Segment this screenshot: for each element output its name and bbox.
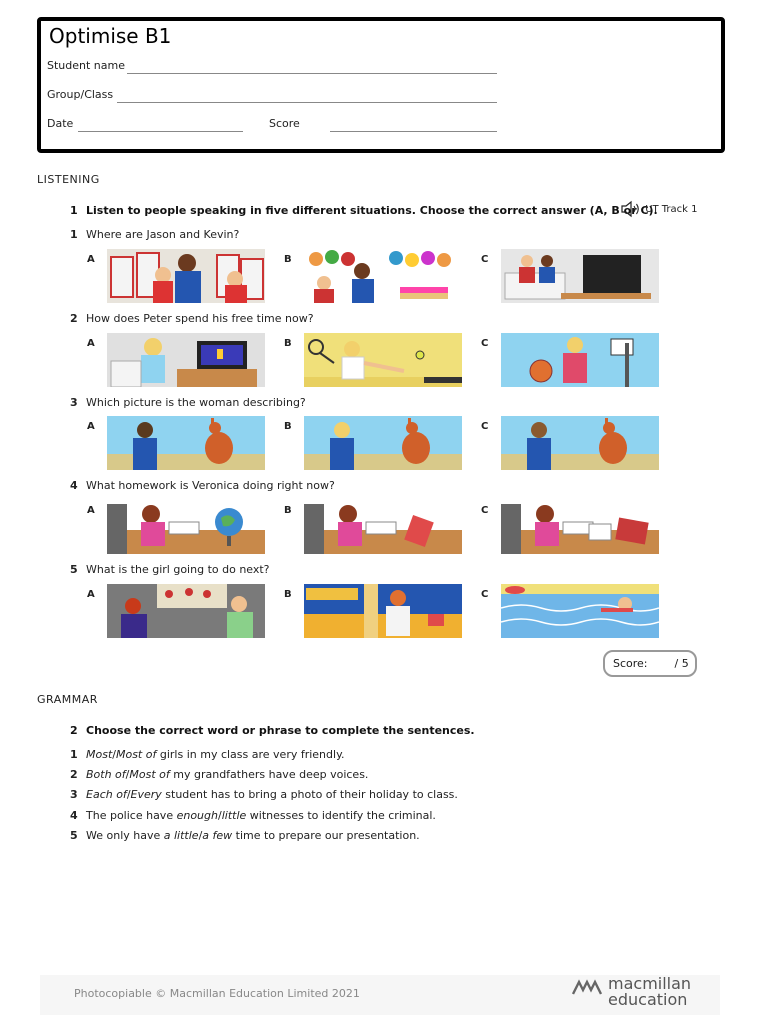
macmillan-logo	[572, 974, 692, 1009]
choice-b[interactable]: little	[221, 809, 247, 822]
option-letter-c: C	[481, 338, 489, 349]
q3-picture-b-kangaroo[interactable]	[304, 416, 462, 470]
listening-question-5: 5 What is the girl going to do next?	[70, 563, 270, 576]
score-box-label: Score:	[613, 657, 648, 670]
instruction-text: Listen to people speaking in five different situations. Choose the correct answer (A, B or C).	[86, 204, 658, 217]
listening-instruction	[70, 204, 658, 217]
score-label: Score	[269, 117, 300, 130]
listening-question-4: 4 What homework is Veronica doing right now?	[70, 479, 335, 492]
option-letter-b: B	[284, 421, 292, 432]
grammar-item-5: 5 We only have a little/a few time to prepare our presentation.	[70, 829, 420, 842]
option-letter-c: C	[481, 421, 489, 432]
group-class-label: Group/Class	[47, 88, 114, 101]
q1-picture-a-stadium-crowd[interactable]	[107, 249, 265, 303]
option-letter-c: C	[481, 589, 489, 600]
q4-picture-b-calculator[interactable]	[304, 500, 462, 554]
q2-picture-b-tennis[interactable]	[304, 333, 462, 387]
document-title: Optimise B1	[49, 24, 172, 48]
choice-b[interactable]: a few	[202, 829, 233, 842]
student-info-box	[37, 17, 725, 153]
option-letter-b: B	[284, 505, 292, 516]
student-name-label: Student name	[47, 59, 125, 72]
q2-picture-c-basketball[interactable]	[501, 333, 659, 387]
listening-section-label: LISTENING	[37, 173, 100, 186]
listening-score-box	[603, 650, 697, 677]
group-class-field[interactable]	[117, 102, 497, 103]
student-name-field[interactable]	[127, 73, 497, 74]
choice-a[interactable]: enough	[176, 809, 218, 822]
option-letter-b: B	[284, 589, 292, 600]
choice-a[interactable]: Each of	[86, 788, 127, 801]
score-box-total: / 5	[674, 657, 689, 670]
grammar-section-label: GRAMMAR	[37, 693, 98, 706]
q3-picture-a-kangaroo[interactable]	[107, 416, 265, 470]
option-letter-a: A	[87, 589, 95, 600]
listening-question-2: 2 How does Peter spend his free time now?	[70, 312, 314, 325]
date-field[interactable]	[78, 131, 243, 132]
q5-picture-c-swimming[interactable]	[501, 584, 659, 638]
option-letter-c: C	[481, 505, 489, 516]
listening-question-3: 3 Which picture is the woman describing?	[70, 396, 306, 409]
q1-picture-b-party[interactable]	[304, 249, 462, 303]
choice-b[interactable]: Every	[130, 788, 162, 801]
option-letter-a: A	[87, 505, 95, 516]
choice-a[interactable]: Both of	[86, 768, 126, 781]
score-field[interactable]	[330, 131, 497, 132]
grammar-item-2: 2 Both of/Most of my grandfathers have deep voices.	[70, 768, 369, 781]
copyright-notice: Photocopiable © Macmillan Education Limited 2021	[74, 987, 360, 1000]
option-letter-b: B	[284, 338, 292, 349]
audio-track[interactable]	[620, 200, 698, 218]
q2-picture-a-video-game[interactable]	[107, 333, 265, 387]
q4-picture-a-globe[interactable]	[107, 500, 265, 554]
macmillan-logo-icon	[572, 976, 602, 998]
speaker-icon	[620, 200, 642, 218]
option-letter-c: C	[481, 254, 489, 265]
q5-picture-b-cafe[interactable]	[304, 584, 462, 638]
option-letter-b: B	[284, 254, 292, 265]
q5-picture-a-concert[interactable]	[107, 584, 265, 638]
q4-picture-c-dictionary[interactable]	[501, 500, 659, 554]
listening-question-1: 1 Where are Jason and Kevin?	[70, 228, 240, 241]
choice-b[interactable]: Most of	[129, 768, 170, 781]
grammar-instruction: 2 Choose the correct word or phrase to complete the sentences.	[70, 724, 475, 737]
instruction-number: 1	[70, 204, 78, 217]
option-letter-a: A	[87, 421, 95, 432]
grammar-item-4: 4 The police have enough/little witnesses to identify the criminal.	[70, 809, 436, 822]
grammar-item-3: 3 Each of/Every student has to bring a photo of their holiday to class.	[70, 788, 458, 801]
date-label: Date	[47, 117, 74, 130]
track-label: UT Track 1	[645, 204, 698, 215]
brand-wordmark: macmillan education	[608, 974, 692, 1009]
grammar-item-1: 1 Most/Most of girls in my class are very friendly.	[70, 748, 345, 761]
choice-a[interactable]: a little	[163, 829, 199, 842]
q3-picture-c-kangaroo[interactable]	[501, 416, 659, 470]
choice-a[interactable]: Most	[86, 748, 113, 761]
option-letter-a: A	[87, 254, 95, 265]
option-letter-a: A	[87, 338, 95, 349]
choice-b[interactable]: Most of	[115, 748, 157, 761]
q1-picture-c-watching-tv[interactable]	[501, 249, 659, 303]
